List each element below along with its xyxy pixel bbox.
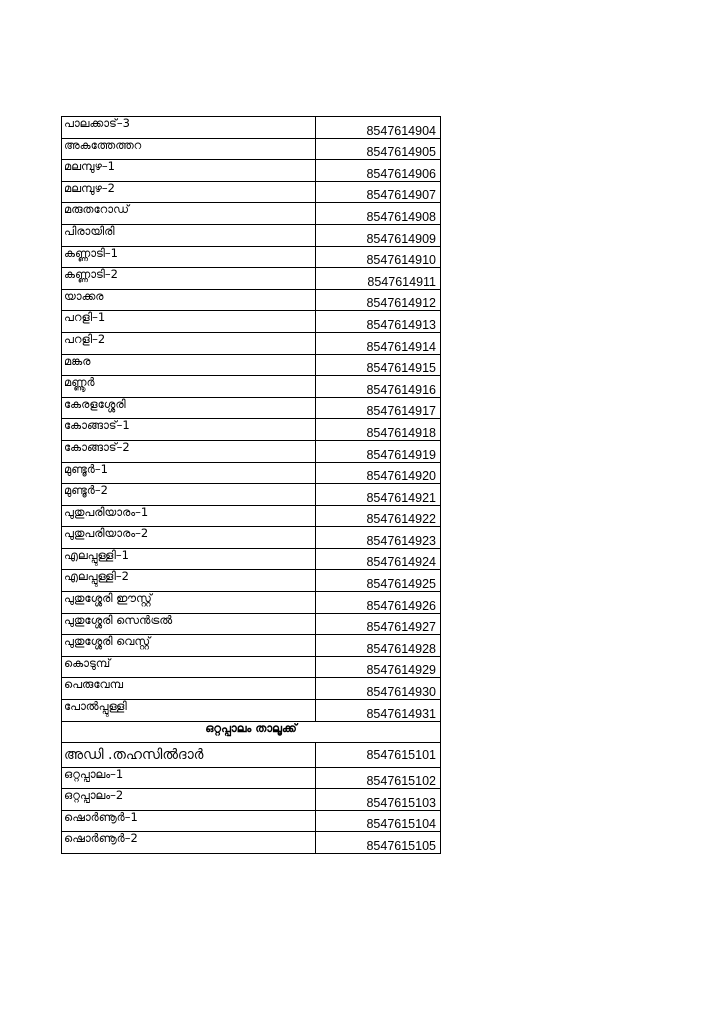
phone-number: 8547614930 xyxy=(316,678,441,700)
table-row xyxy=(62,570,441,592)
table-row xyxy=(62,678,441,700)
contact-table-body xyxy=(62,117,441,854)
table-row xyxy=(62,203,441,225)
phone-number: 8547614905 xyxy=(316,138,441,160)
table-row xyxy=(62,505,441,527)
phone-number: 8547615103 xyxy=(316,789,441,811)
table-row xyxy=(62,181,441,203)
phone-number: 8547614931 xyxy=(316,700,441,722)
office-name: എലപ്പുള്ളി–2 xyxy=(62,570,316,592)
phone-number: 8547614904 xyxy=(316,117,441,139)
office-name: പോൽപ്പുള്ളി xyxy=(62,700,316,722)
phone-number: 8547614912 xyxy=(316,289,441,311)
phone-number: 8547614924 xyxy=(316,548,441,570)
table-row xyxy=(62,742,441,767)
office-name: പുതുപരിയാരം–2 xyxy=(62,527,316,549)
table-row xyxy=(62,789,441,811)
phone-number: 8547615105 xyxy=(316,832,441,854)
phone-number: 8547615102 xyxy=(316,767,441,789)
phone-number: 8547614929 xyxy=(316,656,441,678)
table-row xyxy=(62,117,441,139)
office-name: മണ്ണൂർ xyxy=(62,376,316,398)
table-row xyxy=(62,397,441,419)
phone-number: 8547614916 xyxy=(316,376,441,398)
table-row xyxy=(62,767,441,789)
phone-number: 8547614906 xyxy=(316,160,441,182)
office-name: അഡി .തഹസിൽദാർ xyxy=(62,742,316,767)
office-name: പുതുശ്ശേരി ഈസ്റ്റ് xyxy=(62,592,316,614)
table-row xyxy=(62,224,441,246)
office-name: കോങ്ങാട്–1 xyxy=(62,419,316,441)
phone-number: 8547614908 xyxy=(316,203,441,225)
office-name: കോങ്ങാട്–2 xyxy=(62,440,316,462)
table-row xyxy=(62,810,441,832)
phone-number: 8547614913 xyxy=(316,311,441,333)
table-row xyxy=(62,268,441,290)
office-name: ഒറ്റപ്പാലം–2 xyxy=(62,789,316,811)
office-name: ഷൊർണൂർ–2 xyxy=(62,832,316,854)
office-name: പെരുവേമ്പ xyxy=(62,678,316,700)
table-row xyxy=(62,527,441,549)
table-row xyxy=(62,289,441,311)
table-row xyxy=(62,832,441,854)
office-name: പുതുശ്ശേരി സെൻട്രൽ xyxy=(62,613,316,635)
office-name: മലമ്പുഴ–1 xyxy=(62,160,316,182)
phone-number: 8547615104 xyxy=(316,810,441,832)
section-title: ഒറ്റപ്പാലം താലൂക്ക് xyxy=(62,721,441,742)
office-name: മലമ്പുഴ–2 xyxy=(62,181,316,203)
table-row xyxy=(62,635,441,657)
office-name: കണ്ണാടി–1 xyxy=(62,246,316,268)
office-name: കേരളശ്ശേരി xyxy=(62,397,316,419)
office-name: പറളി–2 xyxy=(62,332,316,354)
table-row xyxy=(62,462,441,484)
office-name: പുതുശ്ശേരി വെസ്റ്റ് xyxy=(62,635,316,657)
office-name: ഷൊർണൂർ–1 xyxy=(62,810,316,832)
office-name: എലപ്പുള്ളി–1 xyxy=(62,548,316,570)
table-row xyxy=(62,548,441,570)
phone-number: 8547614922 xyxy=(316,505,441,527)
office-name: മങ്കര xyxy=(62,354,316,376)
table-row xyxy=(62,419,441,441)
table-row xyxy=(62,656,441,678)
office-name: മരുതറോഡ് xyxy=(62,203,316,225)
phone-number: 8547614920 xyxy=(316,462,441,484)
phone-number: 8547614921 xyxy=(316,484,441,506)
table-row xyxy=(62,246,441,268)
office-name: പുതുപരിയാരം–1 xyxy=(62,505,316,527)
phone-number: 8547614907 xyxy=(316,181,441,203)
phone-number: 8547614917 xyxy=(316,397,441,419)
table-row xyxy=(62,613,441,635)
office-name: മുണ്ടൂർ–1 xyxy=(62,462,316,484)
office-name: പാലക്കാട്–3 xyxy=(62,117,316,139)
table-row xyxy=(62,160,441,182)
table-row xyxy=(62,311,441,333)
phone-number: 8547614911 xyxy=(316,268,441,290)
phone-number: 8547614926 xyxy=(316,592,441,614)
phone-number: 8547614927 xyxy=(316,613,441,635)
phone-number: 8547614918 xyxy=(316,419,441,441)
office-name: കൊടുമ്പ് xyxy=(62,656,316,678)
table-row xyxy=(62,138,441,160)
office-name: പറളി–1 xyxy=(62,311,316,333)
table-row xyxy=(62,592,441,614)
office-name: യാക്കര xyxy=(62,289,316,311)
table-row xyxy=(62,484,441,506)
phone-number: 8547615101 xyxy=(316,742,441,767)
office-name: കണ്ണാടി–2 xyxy=(62,268,316,290)
table-row xyxy=(62,354,441,376)
office-name: ഒറ്റപ്പാലം–1 xyxy=(62,767,316,789)
phone-number: 8547614919 xyxy=(316,440,441,462)
phone-number: 8547614928 xyxy=(316,635,441,657)
table-row xyxy=(62,440,441,462)
office-name: അകത്തേത്തറ xyxy=(62,138,316,160)
table-row xyxy=(62,332,441,354)
office-name: പിരായിരി xyxy=(62,224,316,246)
contact-table xyxy=(61,116,441,854)
phone-number: 8547614915 xyxy=(316,354,441,376)
phone-number: 8547614909 xyxy=(316,224,441,246)
phone-number: 8547614914 xyxy=(316,332,441,354)
phone-number: 8547614925 xyxy=(316,570,441,592)
table-row xyxy=(62,700,441,722)
table-row xyxy=(62,376,441,398)
section-heading-row xyxy=(62,721,441,742)
office-name: മുണ്ടൂർ–2 xyxy=(62,484,316,506)
phone-number: 8547614910 xyxy=(316,246,441,268)
phone-number: 8547614923 xyxy=(316,527,441,549)
